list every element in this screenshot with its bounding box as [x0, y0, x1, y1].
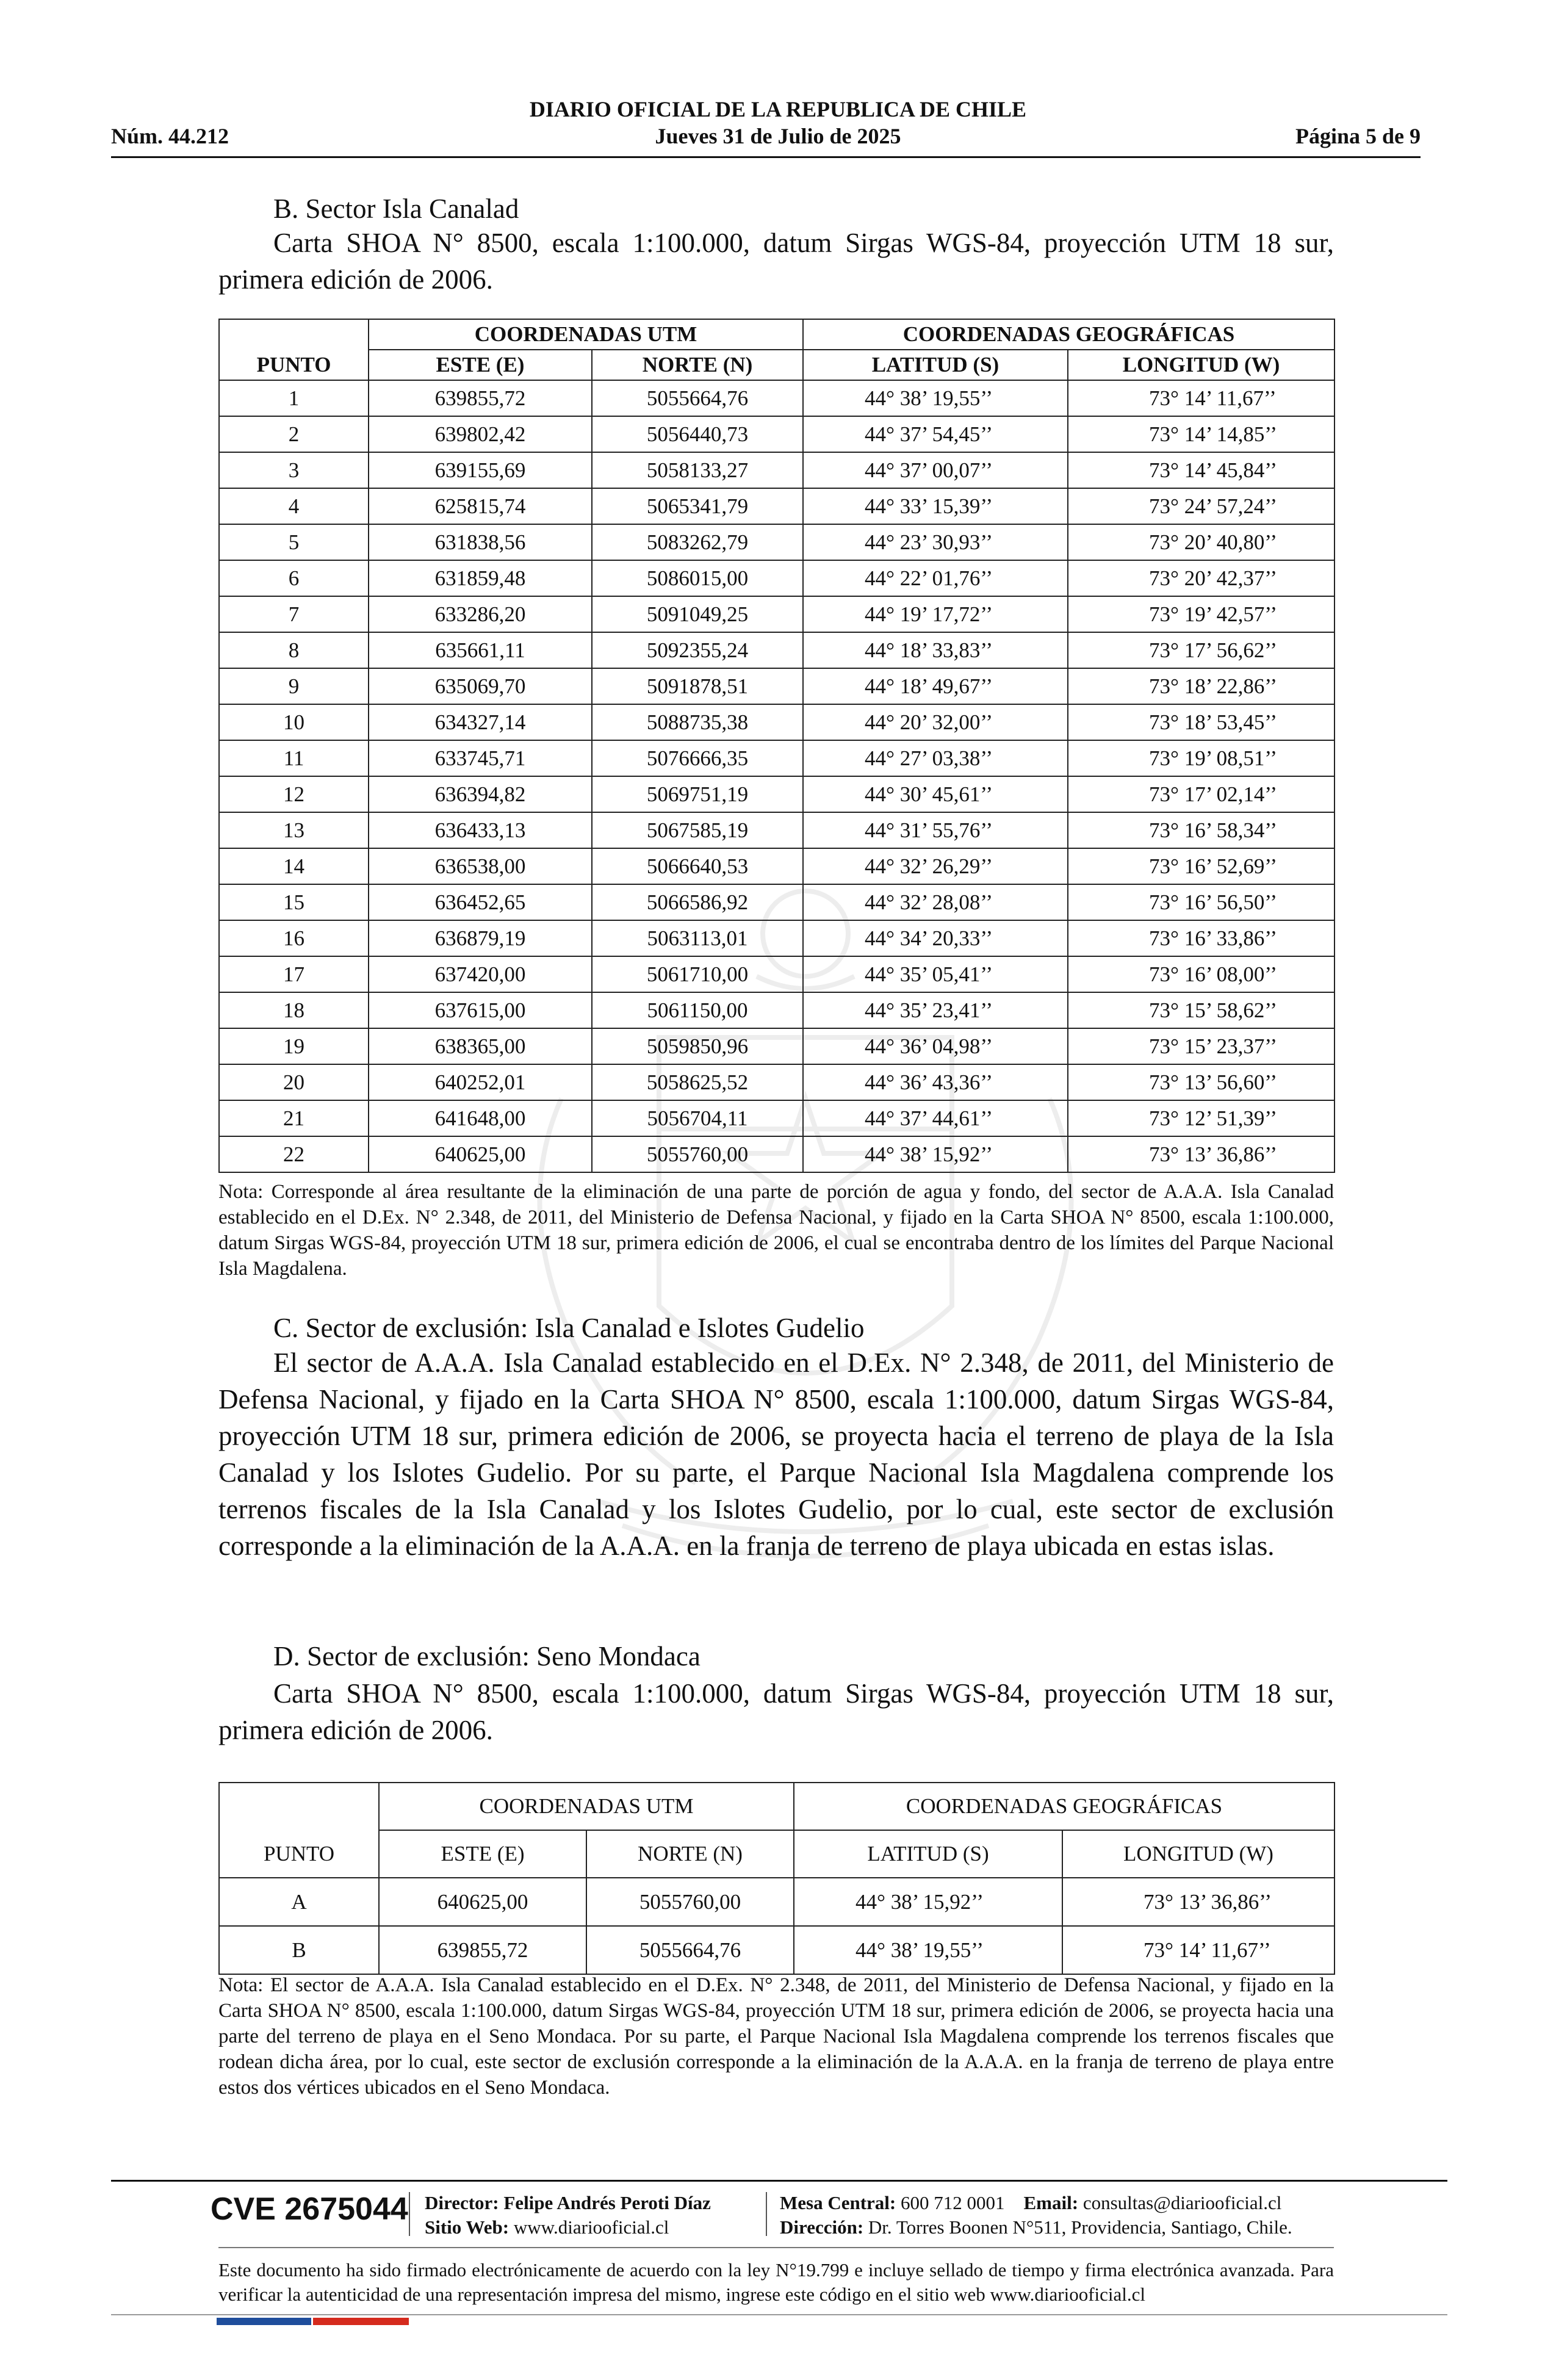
cell-latitud: 44° 32’ 26,29’’	[803, 848, 1068, 884]
director-label: Director:	[425, 2192, 499, 2213]
col-header-este: ESTE (E)	[369, 350, 592, 380]
table-row	[219, 1926, 1334, 1974]
footer-top-divider	[111, 2180, 1447, 2182]
table-row	[219, 956, 1334, 992]
cell-latitud: 44° 36’ 04,98’’	[803, 1028, 1068, 1064]
table-row	[219, 560, 1334, 596]
cell-este: 636433,13	[369, 812, 592, 848]
cell-este: 640625,00	[379, 1878, 586, 1926]
table-header-row	[219, 1830, 1334, 1878]
header-divider	[111, 156, 1421, 158]
cell-norte: 5055664,76	[592, 380, 803, 416]
table-row	[219, 884, 1334, 920]
cell-norte: 5088735,38	[592, 704, 803, 740]
cell-este: 641648,00	[369, 1100, 592, 1136]
table-row	[219, 524, 1334, 560]
cell-latitud: 44° 35’ 23,41’’	[803, 992, 1068, 1028]
table-row	[219, 632, 1334, 668]
section-b-carta: Carta SHOA N° 8500, escala 1:100.000, datum Sirgas WGS-84, proyección UTM 18 sur, primera edición de 2006.	[218, 228, 1334, 295]
cell-este: 625815,74	[369, 488, 592, 524]
section-d-heading: D. Sector de exclusión: Seno Mondaca	[273, 1641, 701, 1671]
cell-norte: 5067585,19	[592, 812, 803, 848]
cell-latitud: 44° 38’ 19,55’’	[794, 1926, 1062, 1974]
cell-longitud: 73° 24’ 57,24’’	[1068, 488, 1334, 524]
cell-norte: 5055760,00	[592, 1136, 803, 1172]
cell-punto: 16	[219, 920, 369, 956]
table-row	[219, 416, 1334, 452]
col-header-latitud: LATITUD (S)	[803, 350, 1068, 380]
cell-longitud: 73° 14’ 11,67’’	[1062, 1926, 1334, 1974]
table-row	[219, 848, 1334, 884]
cell-longitud: 73° 13’ 36,86’’	[1062, 1878, 1334, 1926]
table-row	[219, 1064, 1334, 1100]
cell-punto: 10	[219, 704, 369, 740]
cell-longitud: 73° 16’ 52,69’’	[1068, 848, 1334, 884]
flag-red-segment	[313, 2318, 409, 2325]
cell-este: 633286,20	[369, 596, 592, 632]
col-header-punto: PUNTO	[219, 1830, 379, 1878]
mesa-central-phone: 600 712 0001	[901, 2192, 1005, 2213]
table-group-header-row	[219, 1783, 1334, 1830]
section-b-table-body	[219, 380, 1334, 1172]
cell-este: 638365,00	[369, 1028, 592, 1064]
table-row	[219, 920, 1334, 956]
cell-longitud: 73° 17’ 02,14’’	[1068, 776, 1334, 812]
cell-longitud: 73° 16’ 58,34’’	[1068, 812, 1334, 848]
cell-norte: 5058625,52	[592, 1064, 803, 1100]
table-row	[219, 1100, 1334, 1136]
cell-punto: 9	[219, 668, 369, 704]
cell-punto: 15	[219, 884, 369, 920]
website-label: Sitio Web:	[425, 2216, 510, 2238]
cell-este: 631838,56	[369, 524, 592, 560]
table-row	[219, 992, 1334, 1028]
cell-punto: A	[219, 1878, 379, 1926]
table-row	[219, 596, 1334, 632]
cell-norte: 5076666,35	[592, 740, 803, 776]
footer-director-block	[425, 2191, 711, 2240]
col-header-longitud: LONGITUD (W)	[1068, 350, 1334, 380]
col-header-longitud: LONGITUD (W)	[1062, 1830, 1334, 1878]
cell-latitud: 44° 37’ 44,61’’	[803, 1100, 1068, 1136]
cell-longitud: 73° 17’ 56,62’’	[1068, 632, 1334, 668]
cell-longitud: 73° 15’ 23,37’’	[1068, 1028, 1334, 1064]
utm-group-header: COORDENADAS UTM	[379, 1783, 794, 1830]
cell-punto: 14	[219, 848, 369, 884]
footer-separator	[766, 2192, 767, 2236]
email-link[interactable]: consultas@diariooficial.cl	[1082, 2192, 1282, 2213]
page-number: Página 5 de 9	[1295, 124, 1421, 148]
col-header-latitud: LATITUD (S)	[794, 1830, 1062, 1878]
table-group-header-row	[219, 319, 1334, 350]
cell-este: 633745,71	[369, 740, 592, 776]
cell-longitud: 73° 14’ 45,84’’	[1068, 452, 1334, 488]
cell-norte: 5058133,27	[592, 452, 803, 488]
cell-norte: 5061710,00	[592, 956, 803, 992]
footer-contact-block	[780, 2191, 1292, 2240]
table-row	[219, 380, 1334, 416]
cve-code: CVE 2675044	[211, 2191, 408, 2227]
issue-date: Jueves 31 de Julio de 2025	[655, 124, 901, 148]
cell-punto: 11	[219, 740, 369, 776]
cell-latitud: 44° 38’ 15,92’’	[794, 1878, 1062, 1926]
cell-norte: 5056704,11	[592, 1100, 803, 1136]
table-row	[219, 740, 1334, 776]
cell-este: 639155,69	[369, 452, 592, 488]
table-row	[219, 452, 1334, 488]
cell-latitud: 44° 38’ 19,55’’	[803, 380, 1068, 416]
empty-header-cell	[219, 319, 369, 350]
cell-norte: 5063113,01	[592, 920, 803, 956]
cell-punto: 1	[219, 380, 369, 416]
flag-blue-segment	[217, 2318, 311, 2325]
geo-group-header: COORDENADAS GEOGRÁFICAS	[794, 1783, 1334, 1830]
flag-color-bar	[217, 2318, 409, 2325]
cell-norte: 5091049,25	[592, 596, 803, 632]
cell-punto: 20	[219, 1064, 369, 1100]
cell-punto: B	[219, 1926, 379, 1974]
cell-latitud: 44° 18’ 49,67’’	[803, 668, 1068, 704]
footer-bottom-divider	[111, 2314, 1447, 2315]
cell-norte: 5059850,96	[592, 1028, 803, 1064]
cell-punto: 6	[219, 560, 369, 596]
table-row	[219, 1136, 1334, 1172]
table-row	[219, 1028, 1334, 1064]
cell-latitud: 44° 31’ 55,76’’	[803, 812, 1068, 848]
cell-norte: 5056440,73	[592, 416, 803, 452]
footer-info-divider	[218, 2247, 1334, 2248]
cell-longitud: 73° 13’ 36,86’’	[1068, 1136, 1334, 1172]
cell-longitud: 73° 13’ 56,60’’	[1068, 1064, 1334, 1100]
cell-longitud: 73° 12’ 51,39’’	[1068, 1100, 1334, 1136]
cell-este: 639855,72	[379, 1926, 586, 1974]
address-label: Dirección:	[780, 2216, 864, 2238]
cell-latitud: 44° 19’ 17,72’’	[803, 596, 1068, 632]
address-value: Dr. Torres Boonen N°511, Providencia, Santiago, Chile.	[868, 2216, 1292, 2238]
electronic-signature-disclaimer: Este documento ha sido firmado electrónicamente de acuerdo con la ley N°19.799 e incluye sellado de tiempo y firma electrónica avanzada. Para verificar la autenticidad de una representación impresa del mismo, ingrese este código en el sitio web www.diariooficial.cl	[218, 2259, 1334, 2305]
cell-punto: 12	[219, 776, 369, 812]
cell-latitud: 44° 33’ 15,39’’	[803, 488, 1068, 524]
mesa-central-label: Mesa Central:	[780, 2192, 896, 2213]
cell-norte: 5061150,00	[592, 992, 803, 1028]
cell-latitud: 44° 37’ 00,07’’	[803, 452, 1068, 488]
cell-punto: 7	[219, 596, 369, 632]
cell-longitud: 73° 19’ 08,51’’	[1068, 740, 1334, 776]
cell-este: 640625,00	[369, 1136, 592, 1172]
table-header-row	[219, 350, 1334, 380]
cell-este: 637420,00	[369, 956, 592, 992]
email-label: Email:	[1023, 2192, 1079, 2213]
table-row	[219, 776, 1334, 812]
cell-longitud: 73° 18’ 22,86’’	[1068, 668, 1334, 704]
cell-este: 639855,72	[369, 380, 592, 416]
table-row	[219, 668, 1334, 704]
cell-punto: 22	[219, 1136, 369, 1172]
empty-header-cell	[219, 1783, 379, 1830]
cell-punto: 4	[219, 488, 369, 524]
issue-number: Núm. 44.212	[111, 124, 229, 148]
section-b-note: Nota: Corresponde al área resultante de la eliminación de una parte de porción de agua y fondo, del sector de A.A.A. Isla Canalad establecido en el D.Ex. N° 2.348, de 2011, del Ministerio de Defensa Nacional, y fijado en la Carta SHOA N° 8500, escala 1:100.000, datum Sirgas WGS-84, proyección UTM 18 sur, primera edición de 2006, el cual se encontraba dentro de los límites del Parque Nacional Isla Magdalena.	[218, 1181, 1334, 1280]
footer-separator	[409, 2192, 410, 2236]
cell-longitud: 73° 18’ 53,45’’	[1068, 704, 1334, 740]
cell-latitud: 44° 32’ 28,08’’	[803, 884, 1068, 920]
cell-punto: 21	[219, 1100, 369, 1136]
cell-norte: 5055664,76	[586, 1926, 794, 1974]
section-b-heading: B. Sector Isla Canalad	[273, 193, 519, 224]
section-c-body: El sector de A.A.A. Isla Canalad establecido en el D.Ex. N° 2.348, de 2011, del Ministerio de Defensa Nacional, y fijado en la Carta SHOA N° 8500, escala 1:100.000, datum Sirgas WGS-84, proyección UTM 18 sur, primera edición de 2006, se proyecta hacia el terreno de playa de la Isla Canalad y los Islotes Gudelio. Por su parte, el Parque Nacional Isla Magdalena comprende los terrenos fiscales de la Isla Canalad y los Islotes Gudelio, por lo cual, este sector de exclusión corresponde a la eliminación de la A.A.A. en la franja de terreno de playa ubicada en estas islas.	[218, 1347, 1334, 1561]
cell-latitud: 44° 20’ 32,00’’	[803, 704, 1068, 740]
cell-norte: 5086015,00	[592, 560, 803, 596]
cell-este: 636879,19	[369, 920, 592, 956]
cell-latitud: 44° 38’ 15,92’’	[803, 1136, 1068, 1172]
cell-latitud: 44° 18’ 33,83’’	[803, 632, 1068, 668]
cell-norte: 5091878,51	[592, 668, 803, 704]
cell-norte: 5065341,79	[592, 488, 803, 524]
section-d-table-body	[219, 1878, 1334, 1974]
cell-longitud: 73° 20’ 40,80’’	[1068, 524, 1334, 560]
cell-norte: 5066640,53	[592, 848, 803, 884]
cell-este: 636538,00	[369, 848, 592, 884]
table-row	[219, 704, 1334, 740]
section-d-note: Nota: El sector de A.A.A. Isla Canalad establecido en el D.Ex. N° 2.348, de 2011, del Ministerio de Defensa Nacional, y fijado en la Carta SHOA N° 8500, escala 1:100.000, datum Sirgas WGS-84, proyección UTM 18 sur, primera edición de 2006, se proyecta hacia una parte del terreno de playa en el Seno Mondaca. Por su parte, el Parque Nacional Isla Magdalena comprende los terrenos fiscales que rodean dicha área, por lo cual, este sector de exclusión corresponde a la eliminación de la A.A.A. en la franja de terreno de playa entre estos dos vértices ubicados en el Seno Mondaca.	[218, 1974, 1334, 2099]
cell-latitud: 44° 37’ 54,45’’	[803, 416, 1068, 452]
cell-longitud: 73° 14’ 11,67’’	[1068, 380, 1334, 416]
cell-punto: 19	[219, 1028, 369, 1064]
col-header-norte: NORTE (N)	[586, 1830, 794, 1878]
cell-norte: 5092355,24	[592, 632, 803, 668]
cell-latitud: 44° 35’ 05,41’’	[803, 956, 1068, 992]
utm-group-header: COORDENADAS UTM	[369, 319, 803, 350]
cell-este: 636394,82	[369, 776, 592, 812]
cell-este: 634327,14	[369, 704, 592, 740]
cell-longitud: 73° 20’ 42,37’’	[1068, 560, 1334, 596]
cell-este: 639802,42	[369, 416, 592, 452]
cell-punto: 18	[219, 992, 369, 1028]
cell-latitud: 44° 22’ 01,76’’	[803, 560, 1068, 596]
table-row	[219, 812, 1334, 848]
newspaper-title: DIARIO OFICIAL DE LA REPUBLICA DE CHILE	[529, 97, 1027, 121]
cell-norte: 5055760,00	[586, 1878, 794, 1926]
cell-longitud: 73° 14’ 14,85’’	[1068, 416, 1334, 452]
cell-latitud: 44° 34’ 20,33’’	[803, 920, 1068, 956]
cell-este: 640252,01	[369, 1064, 592, 1100]
col-header-punto: PUNTO	[219, 350, 369, 380]
cell-punto: 8	[219, 632, 369, 668]
cell-punto: 5	[219, 524, 369, 560]
cell-longitud: 73° 16’ 33,86’’	[1068, 920, 1334, 956]
cell-norte: 5083262,79	[592, 524, 803, 560]
cell-latitud: 44° 23’ 30,93’’	[803, 524, 1068, 560]
director-name: Felipe Andrés Peroti Díaz	[503, 2192, 711, 2213]
cell-norte: 5069751,19	[592, 776, 803, 812]
website-link[interactable]: www.diariooficial.cl	[513, 2216, 669, 2238]
section-c-heading: C. Sector de exclusión: Isla Canalad e Islotes Gudelio	[273, 1313, 865, 1343]
section-d-coordinates-table	[218, 1782, 1335, 1975]
cell-este: 636452,65	[369, 884, 592, 920]
cell-latitud: 44° 30’ 45,61’’	[803, 776, 1068, 812]
table-row	[219, 1878, 1334, 1926]
cell-este: 635661,11	[369, 632, 592, 668]
cell-punto: 13	[219, 812, 369, 848]
cell-este: 631859,48	[369, 560, 592, 596]
section-d-carta: Carta SHOA N° 8500, escala 1:100.000, datum Sirgas WGS-84, proyección UTM 18 sur, primera edición de 2006.	[218, 1678, 1334, 1745]
geo-group-header: COORDENADAS GEOGRÁFICAS	[803, 319, 1334, 350]
cell-latitud: 44° 36’ 43,36’’	[803, 1064, 1068, 1100]
cell-norte: 5066586,92	[592, 884, 803, 920]
col-header-este: ESTE (E)	[379, 1830, 586, 1878]
cell-longitud: 73° 16’ 56,50’’	[1068, 884, 1334, 920]
cell-longitud: 73° 15’ 58,62’’	[1068, 992, 1334, 1028]
section-b-coordinates-table	[218, 319, 1335, 1173]
cell-punto: 3	[219, 452, 369, 488]
cell-latitud: 44° 27’ 03,38’’	[803, 740, 1068, 776]
col-header-norte: NORTE (N)	[592, 350, 803, 380]
cell-punto: 2	[219, 416, 369, 452]
cell-este: 637615,00	[369, 992, 592, 1028]
cell-punto: 17	[219, 956, 369, 992]
cell-este: 635069,70	[369, 668, 592, 704]
cell-longitud: 73° 16’ 08,00’’	[1068, 956, 1334, 992]
table-row	[219, 488, 1334, 524]
cell-longitud: 73° 19’ 42,57’’	[1068, 596, 1334, 632]
